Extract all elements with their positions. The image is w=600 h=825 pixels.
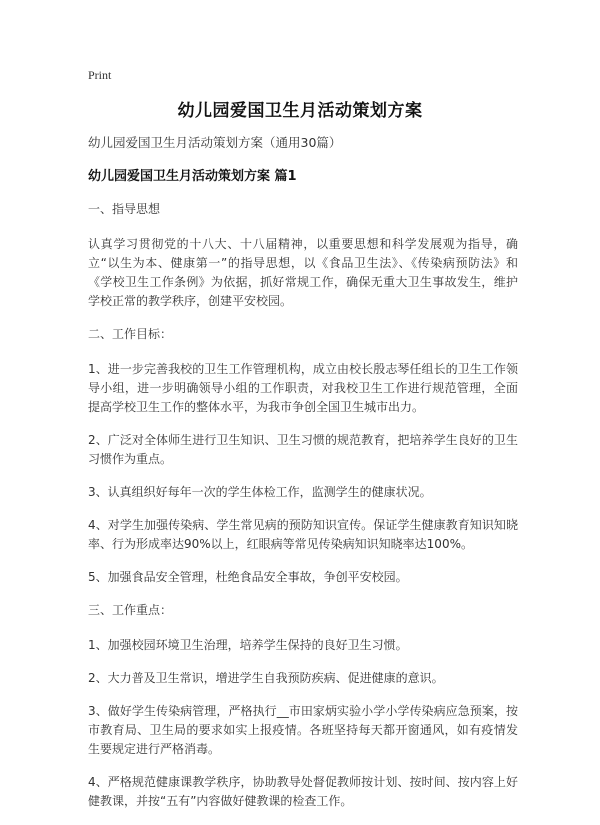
paragraph-goal-3: 3、认真组织好每年一次的学生体检工作，监测学生的健康状况。 bbox=[88, 485, 432, 499]
section-heading: 幼儿园爱国卫生月活动策划方案 篇1 bbox=[88, 169, 297, 184]
paragraph-goal-4: 4、对学生加强传染病、学生常见病的预防知识宣传。保证学生健康教育知识知晓率、行为形成率达90%以上，红眼病等常见传染病知识知晓率达100%。 bbox=[88, 518, 518, 551]
heading-work-focus: 三、工作重点： bbox=[88, 603, 173, 617]
heading-guiding-ideology: 一、指导思想 bbox=[88, 202, 161, 216]
document-content bbox=[88, 134, 518, 825]
paragraph-guiding-ideology: 认真学习贯彻党的十八大、十八届精神，以重要思想和科学发展观为指导，确立“以生为本、健康第一”的指导思想，以《食品卫生法》、《传染病预防法》和《学校卫生工作条例》为依据，抓好常规工作，确保无重大卫生事故发生，维护学校正常的教学秩序，创建平安校园。 bbox=[88, 237, 518, 308]
paragraph-focus-1: 1、加强校园环境卫生治理，培养学生保持的良好卫生习惯。 bbox=[88, 638, 408, 652]
paragraph-focus-4: 4、严格规范健康课教学秩序，协助教导处督促教师按计划、按时间、按内容上好健教课，并按“五有”内容做好健教课的检查工作。 bbox=[88, 775, 518, 808]
paragraph-goal-2: 2、广泛对全体师生进行卫生知识、卫生习惯的规范教育，把培养学生良好的卫生习惯作为重点。 bbox=[88, 433, 518, 466]
paragraph-goal-5: 5、加强食品安全管理，杜绝食品安全事故，争创平安校园。 bbox=[88, 570, 408, 584]
paragraph-goal-1: 1、进一步完善我校的卫生工作管理机构，成立由校长殷志琴任组长的卫生工作领导小组，进一步明确领导小组的工作职责，对我校卫生工作进行规范管理，全面提高学校卫生工作的整体水平，为我市争创全国卫生城市出力。 bbox=[88, 362, 518, 414]
document-subtitle: 幼儿园爱国卫生月活动策划方案（通用30篇） bbox=[88, 135, 342, 150]
document-title: 幼儿园爱国卫生月活动策划方案 bbox=[177, 101, 423, 121]
paragraph-focus-3: 3、做好学生传染病管理，严格执行__市田家炳实验小学小学传染病应急预案，按市教育局、卫生局的要求如实上报疫情。各班坚持每天都开窗通风，如有疫情发生要规定进行严格消毒。 bbox=[88, 704, 518, 756]
heading-work-goals: 二、工作目标： bbox=[88, 327, 173, 341]
print-link[interactable]: Print bbox=[88, 68, 112, 82]
paragraph-focus-2: 2、大力普及卫生常识，增进学生自我预防疾病、促进健康的意识。 bbox=[88, 671, 444, 685]
